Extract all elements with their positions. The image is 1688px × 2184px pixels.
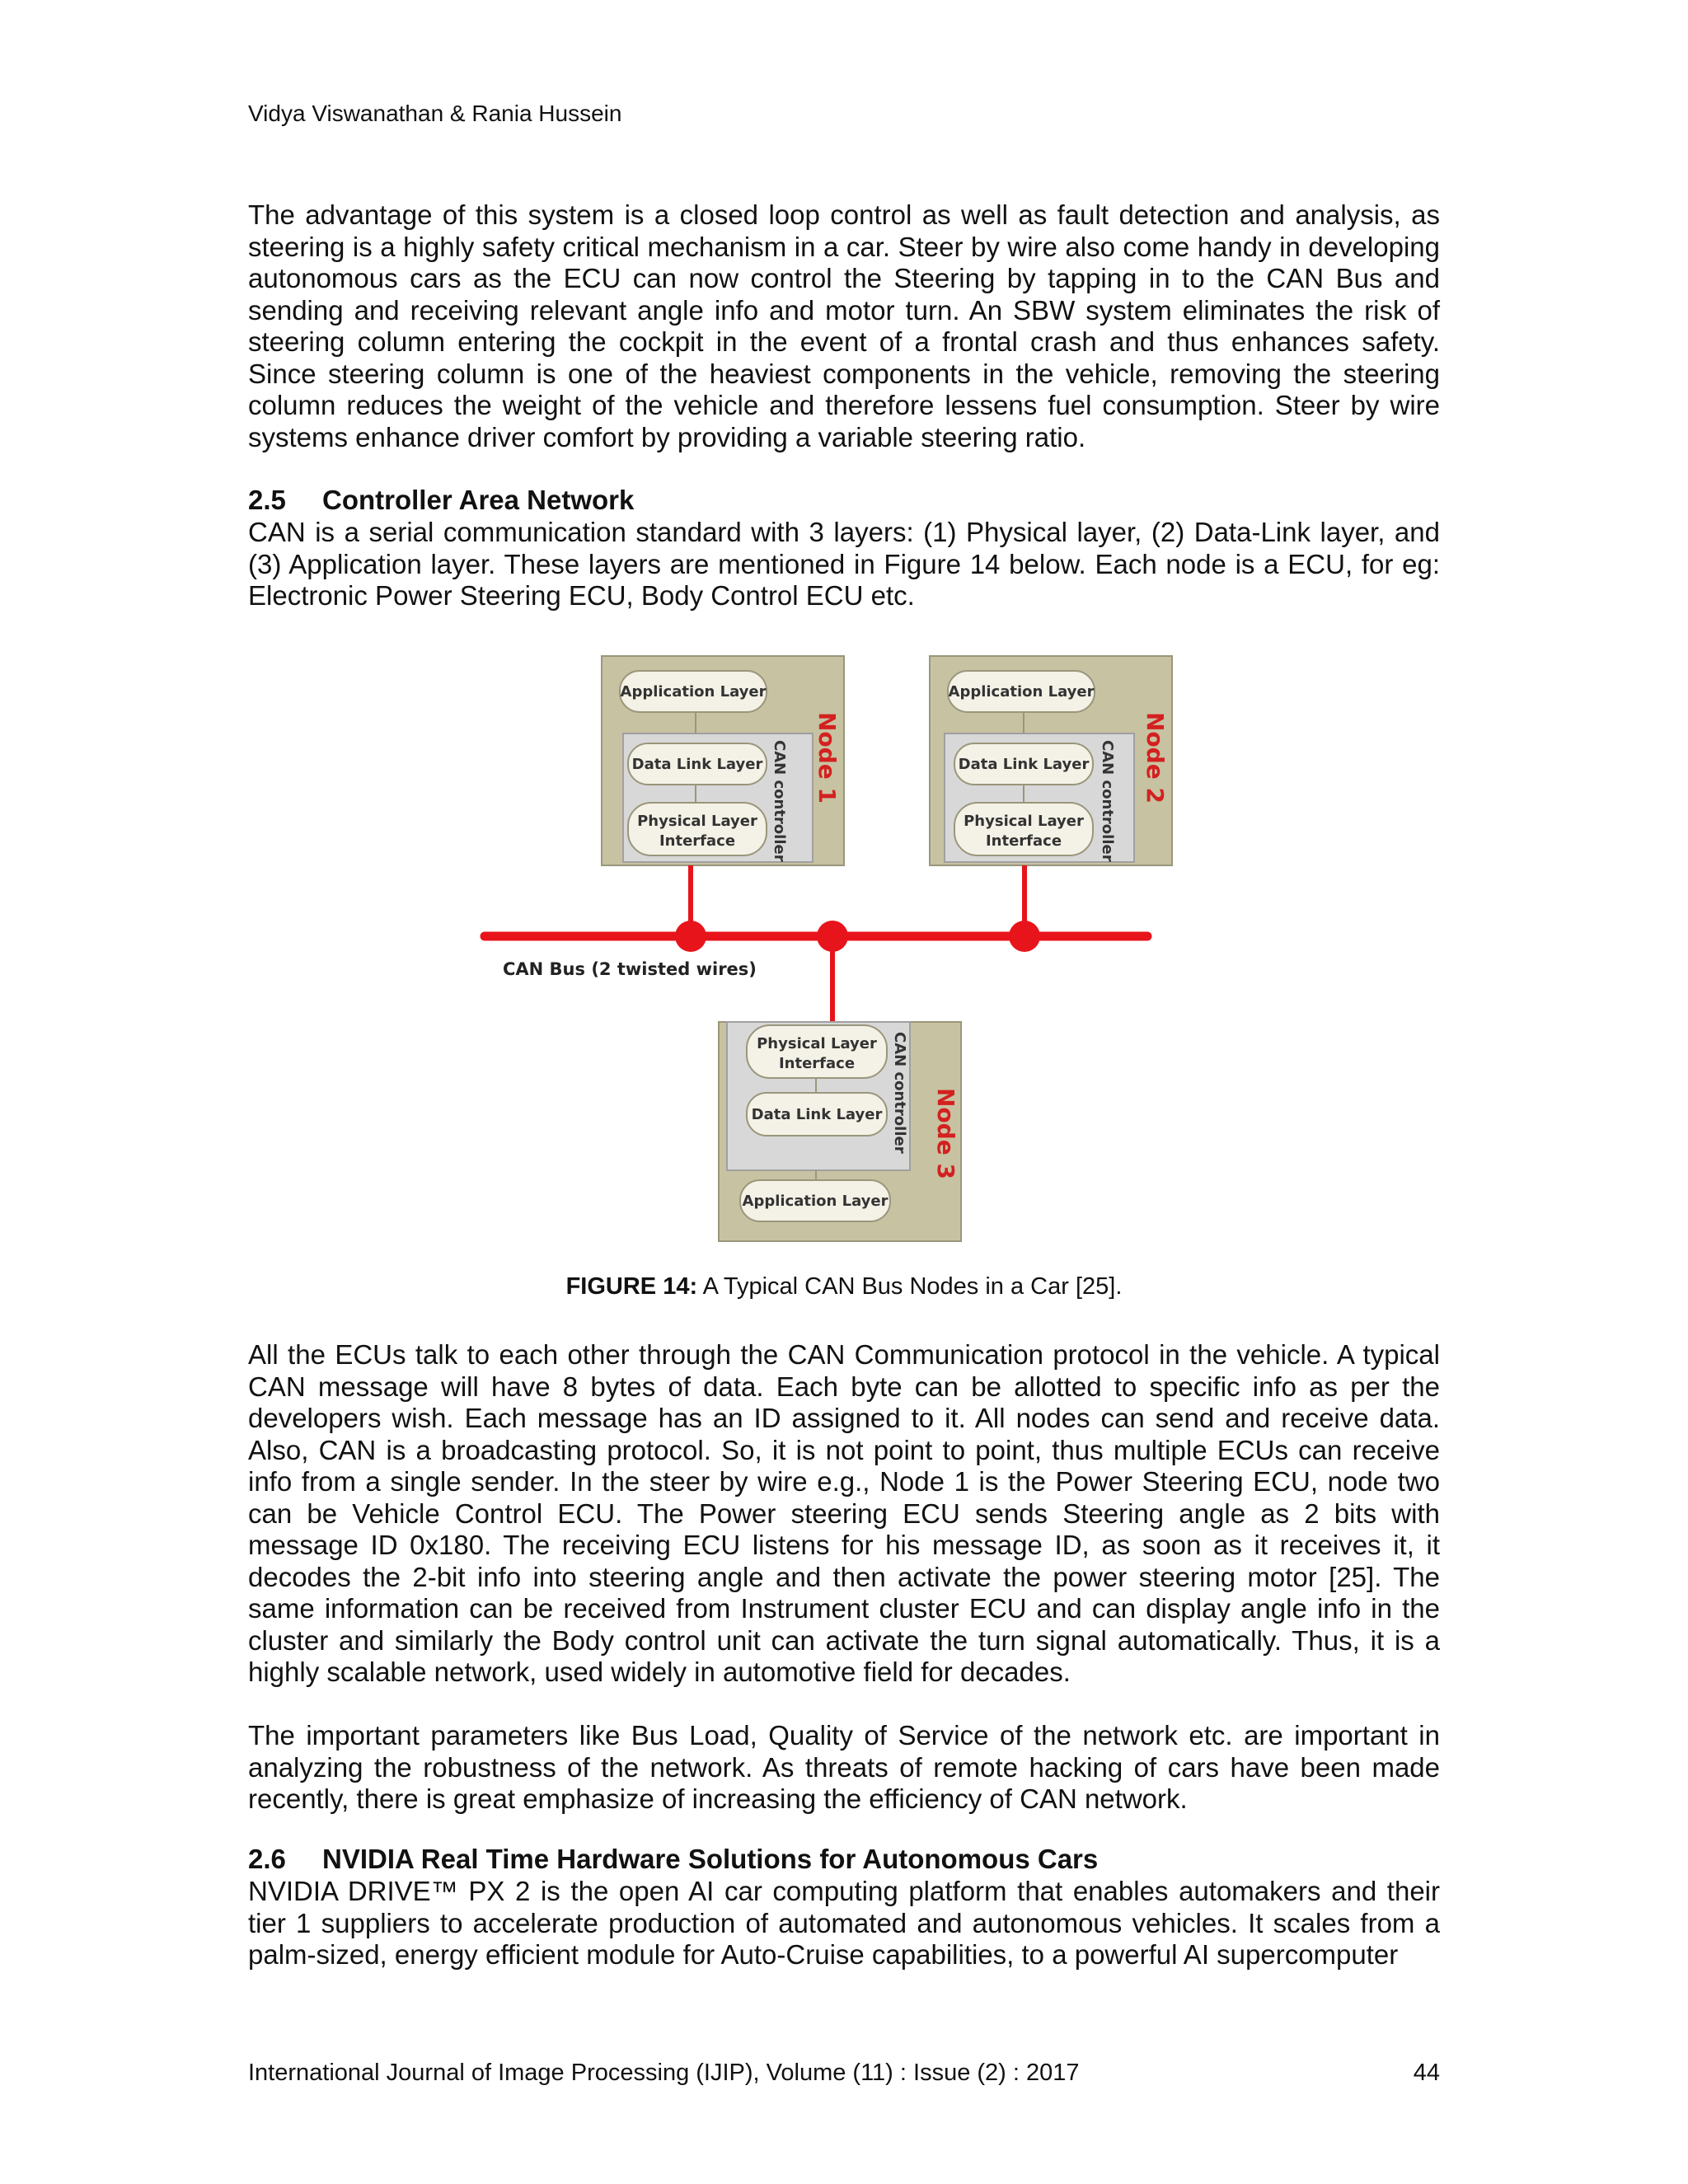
paragraph-parameters: The important parameters like Bus Load, Quality of Service of the network etc. are important in analyzing the robustness of the network. As threats of remote hacking of cars have been made recently, there is great emphasize of increasing the efficiency of CAN network.: [248, 1720, 1440, 1814]
running-header: Vidya Viswanathan & Rania Hussein: [248, 101, 622, 126]
node-1: [602, 656, 844, 865]
can-bus-diagram: [478, 643, 1179, 1253]
node-1-controller-label: CAN controller: [771, 740, 788, 862]
node-2: [930, 656, 1172, 865]
can-bus: [485, 865, 1147, 1022]
node-2-datalink-label: Data Link Layer: [958, 756, 1090, 773]
node-3-datalink-label: Data Link Layer: [751, 1106, 883, 1123]
node-3-title: Node 3: [932, 1088, 959, 1179]
bus-junction-3: [817, 921, 848, 952]
node-3-application-label: Application Layer: [742, 1193, 889, 1210]
node-3-controller-label: CAN controller: [891, 1032, 908, 1154]
node-1-title: Node 1: [814, 712, 841, 804]
paragraph-ecus: All the ECUs talk to each other through the CAN Communication protocol in the vehicle. A typical CAN message will have 8 bytes of data. Each byte can be allotted to specific info as per the developers wish. Each message has an ID assigned to it. All nodes can send and receive data. Also, CAN is a broadcasting protocol. So, it is not point to point, thus multiple ECUs can receive info from a single sender. In the steer by wire e.g., Node 1 is the Power Steering ECU, node two can be Vehicle Control ECU. The Power steering ECU sends Steering angle as 2 bits with message ID 0x180. The receiving ECU listens for his message ID, as soon as it receives it, it decodes the 2-bit info into steering angle and then activate the power steering motor [25]. The same information can be received from Instrument cluster ECU and can display angle info in the cluster and similarly the Body control unit can activate the turn signal automatically. Thus, it is a highly scalable network, used widely in automotive field for decades.: [248, 1339, 1440, 1687]
caption-label: FIGURE 14:: [565, 1273, 698, 1300]
node-1-datalink-label: Data Link Layer: [631, 756, 763, 773]
section-heading-2-5: [248, 485, 634, 516]
running-footer: [248, 2058, 1440, 2088]
node-2-application-label: Application Layer: [948, 683, 1095, 701]
node-1-application-label: Application Layer: [620, 683, 767, 701]
node-2-physical-label-1: Physical Layer: [964, 813, 1084, 830]
node-2-title: Node 2: [1142, 712, 1169, 804]
bus-label: CAN Bus (2 twisted wires): [503, 959, 757, 979]
section-title: Controller Area Network: [322, 485, 635, 515]
node-2-physical-label-2: Interface: [985, 832, 1062, 850]
node-3-physical-label-2: Interface: [778, 1055, 856, 1072]
caption-text: A Typical CAN Bus Nodes in a Car [25].: [702, 1273, 1123, 1300]
node-2-controller-label: CAN controller: [1099, 740, 1116, 862]
node-1-physical-label-2: Interface: [659, 832, 736, 850]
node-1-physical-label-1: Physical Layer: [637, 813, 757, 830]
bus-junction-1: [675, 921, 706, 952]
section-number: 2.6: [248, 1844, 286, 1874]
bus-junction-2: [1009, 921, 1040, 952]
section-heading-2-6: [248, 1844, 1098, 1875]
paragraph-nvidia: NVIDIA DRIVE™ PX 2 is the open AI car computing platform that enables automakers and their tier 1 suppliers to accelerate production of automated and autonomous vehicles. It scales from a palm-sized, energy efficient module for Auto-Cruise capabilities, to a powerful AI supercomputer: [248, 1876, 1440, 1970]
figure-caption: [248, 1272, 1440, 1301]
node-3: [719, 1022, 961, 1241]
section-title: NVIDIA Real Time Hardware Solutions for Autonomous Cars: [322, 1844, 1099, 1874]
footer-journal: International Journal of Image Processing (IJIP), Volume (11) : Issue (2) : 2017: [248, 2060, 1080, 2086]
paragraph-intro: The advantage of this system is a closed loop control as well as fault detection and analysis, as steering is a highly safety critical mechanism in a car. Steer by wire also come handy in developing autonomous cars as the ECU can now control the Steering by tapping in to the CAN Bus and sending and receiving relevant angle info and motor turn. An SBW system eliminates the risk of steering column entering the cockpit in the event of a frontal crash and thus enhances safety. Since steering column is one of the heaviest components in the vehicle, removing the steering column reduces the weight of the vehicle and therefore lessens fuel consumption. Steer by wire systems enhance driver comfort by providing a variable steering ratio.: [248, 199, 1440, 452]
node-3-physical-label-1: Physical Layer: [757, 1035, 877, 1052]
figure-can-bus: [478, 643, 1179, 1253]
paragraph-can-intro: CAN is a serial communication standard with 3 layers: (1) Physical layer, (2) Data-Link layer, and (3) Application layer. These layers are mentioned in Figure 14 below. Each node is a ECU, for eg: Electronic Power Steering ECU, Body Control ECU etc.: [248, 517, 1440, 611]
page-number: 44: [1413, 2060, 1440, 2086]
section-number: 2.5: [248, 485, 286, 515]
